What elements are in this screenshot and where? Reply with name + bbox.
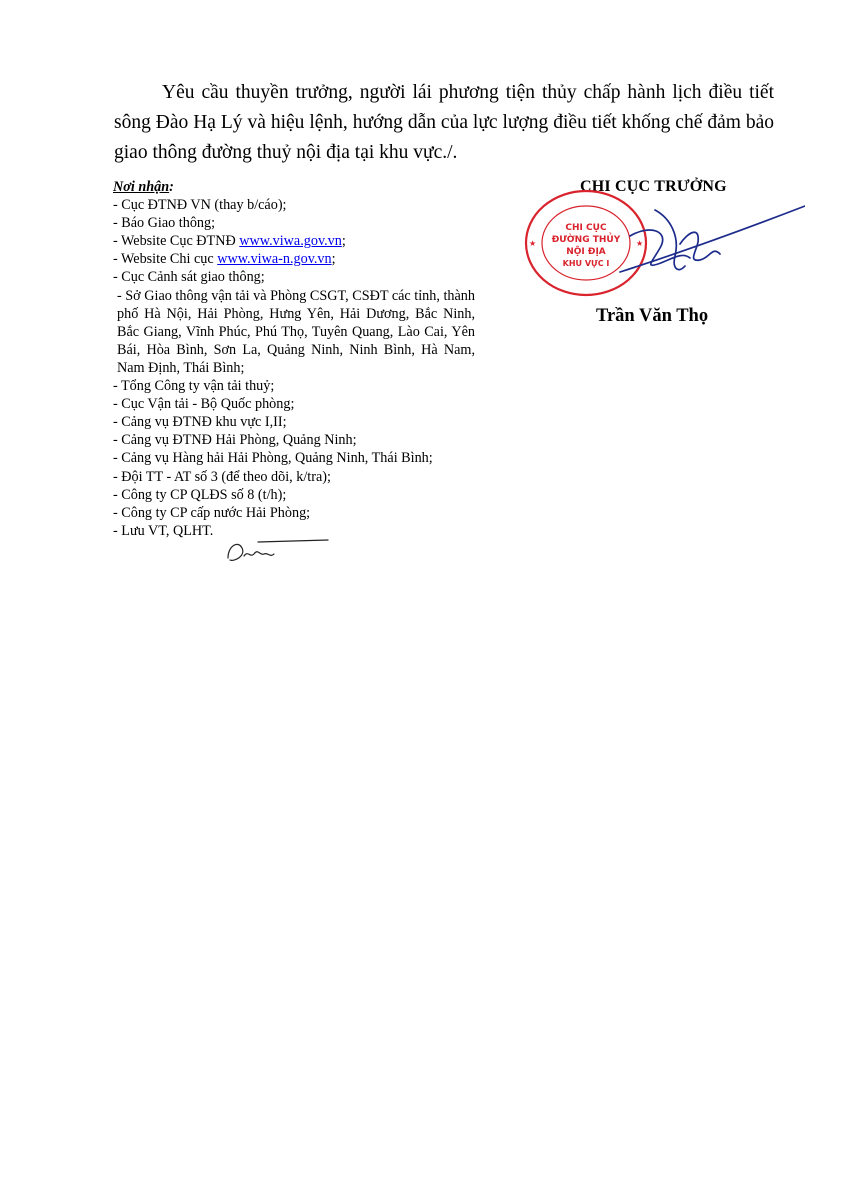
- signer-title: CHI CỤC TRƯỞNG: [580, 178, 727, 195]
- handwritten-signature: [560, 196, 805, 286]
- recipients-list: [113, 196, 475, 540]
- svg-text:★: ★: [529, 239, 537, 248]
- svg-text:ĐƯỜNG THỦY: ĐƯỜNG THỦY: [551, 235, 621, 245]
- recipient-item-website-viwa-n: - Website Chi cục www.viwa-n.gov.vn;: [113, 251, 336, 268]
- recipient-item: - Cục Cảnh sát giao thông;: [113, 269, 265, 286]
- recipient-item: - Cảng vụ Hàng hải Hải Phòng, Quảng Ninh, Thái Bình;: [113, 450, 433, 467]
- link-viwa[interactable]: www.viwa.gov.vn: [239, 233, 342, 250]
- closing-paragraph: Yêu cầu thuyền trưởng, người lái phương tiện thủy chấp hành lịch điều tiết sông Đào Hạ Lý và hiệu lệnh, hướng dẫn của lực lượng điều tiết khống chế đảm bảo giao thông đường thuỷ nội địa tại khu vực./.: [114, 82, 774, 163]
- recipient-item: - Cục ĐTNĐ VN (thay b/cáo);: [113, 197, 287, 214]
- recipient-item: - Báo Giao thông;: [113, 215, 216, 232]
- recipient-item-website-viwa: - Website Cục ĐTNĐ www.viwa.gov.vn;: [113, 233, 346, 250]
- recipient-item: - Lưu VT, QLHT.: [113, 522, 214, 539]
- recipients-heading: Nơi nhận:: [113, 179, 174, 195]
- recipients-block: [113, 178, 475, 540]
- recipient-item: - Đội TT - AT số 3 (để theo dõi, k/tra);: [113, 468, 331, 485]
- link-viwa-n[interactable]: www.viwa-n.gov.vn: [217, 251, 332, 268]
- recipient-item: - Cảng vụ ĐTNĐ Hải Phòng, Quảng Ninh;: [113, 432, 357, 449]
- signature-block: [520, 176, 780, 336]
- recipient-item: - Công ty CP QLĐS số 8 (t/h);: [113, 486, 287, 503]
- svg-text:KHU VỰC I: KHU VỰC I: [562, 259, 610, 268]
- recipient-item: - Tổng Công ty vận tải thuỷ;: [113, 378, 275, 395]
- recipient-item: - Cục Vận tải - Bộ Quốc phòng;: [113, 396, 295, 413]
- svg-text:★: ★: [636, 239, 644, 248]
- initials-signature: [224, 534, 334, 566]
- svg-text:CHI CỤC: CHI CỤC: [565, 223, 607, 233]
- recipient-item: - Cảng vụ ĐTNĐ khu vực I,II;: [113, 414, 287, 431]
- recipient-item: - Sở Giao thông vận tải và Phòng CSGT, CSĐT các tỉnh, thành phố Hà Nội, Hải Phòng, Hưng Yên, Hải Dương, Bắc Ninh, Bắc Giang, Vĩnh Phúc, Phú Thọ, Tuyên Quang, Lào Cai, Yên Bái, Hòa Bình, Sơn La, Quảng Ninh, Ninh Bình, Hà Nam, Nam Định, Thái Bình;: [117, 287, 475, 376]
- recipient-item: - Công ty CP cấp nước Hải Phòng;: [113, 504, 311, 521]
- signer-name: Trần Văn Thọ: [596, 306, 709, 326]
- svg-text:NỘI ĐỊA: NỘI ĐỊA: [566, 247, 606, 257]
